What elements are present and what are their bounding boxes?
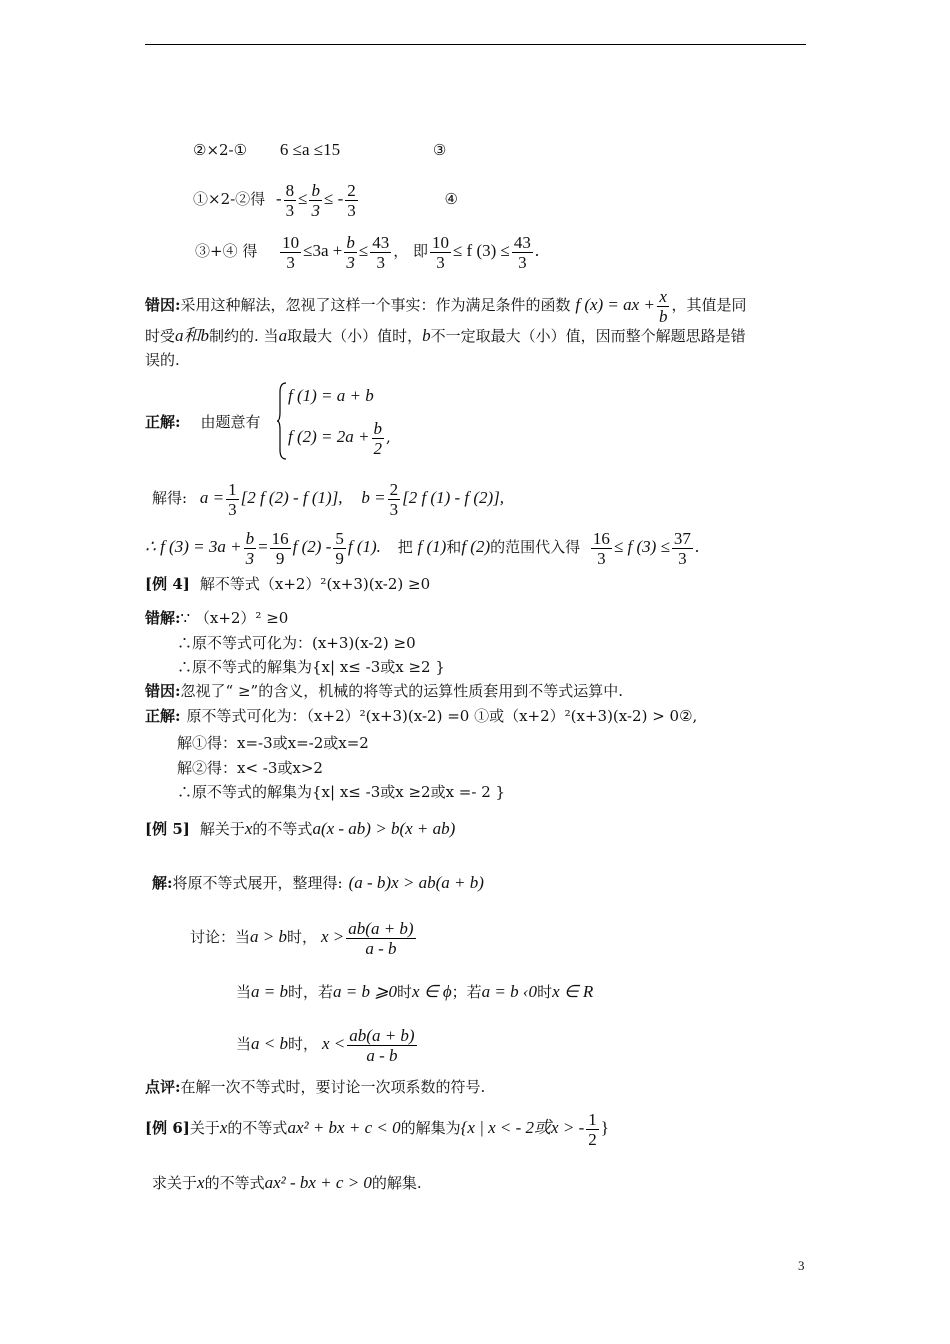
example-4-correct-step-3: ∴原不等式的解集为{x| x≤ -3或x ≥2或x =- 2 } <box>177 783 506 801</box>
system-eq-2: f (2) = 2a + $\frac{b}{2}$ , <box>288 418 391 458</box>
fraction: $\frac{2}{3}$ <box>389 479 399 519</box>
page-number: 3 <box>798 1258 805 1273</box>
fraction: $\frac{2}{3}$ <box>347 180 356 220</box>
step-line-3 <box>193 140 446 160</box>
fraction: $\frac{43}{3}$ <box>513 232 531 272</box>
solution-label-line: 正解: 由题意有 <box>145 413 261 431</box>
example-6-question: 求关于x的不等式ax² - bx + c > 0的解集. <box>152 1173 422 1192</box>
fraction: $\frac{x}{b}$ <box>658 286 668 326</box>
fraction: $\frac{b}{3}$ <box>311 180 320 220</box>
step-line-5: ③+④ 得 $\frac{10}{3}$ ≤3a + $\frac{b}{3}$ ≤ $\frac{43}{3}$ ， 即 $\frac{10}{3}$ ≤ f (3) ≤ $\frac{43}{3}$ . <box>195 232 540 272</box>
example-4-title: [例 4] 解不等式（x+2）²(x+3)(x-2) ≥0 <box>145 575 431 593</box>
fraction: $\frac{b}{3}$ <box>245 528 255 568</box>
fraction: $\frac{16}{9}$ <box>271 528 289 568</box>
example-5-title: [例 5] 解关于x的不等式a(x - ab) > b(x + ab) <box>145 819 456 838</box>
step-line-4: ①×2-②得 - $\frac{8}{3}$ ≤ $\frac{b}{3}$ ≤ - $\frac{2}{3}$ ④ <box>193 180 458 220</box>
fraction: $\frac{1}{2}$ <box>588 1109 597 1149</box>
example-4-step-2: ∴原不等式的解集为{x| x≤ -3或x ≥2 } <box>177 658 445 676</box>
header-rule <box>145 44 806 45</box>
fraction: $\frac{8}{3}$ <box>285 180 295 220</box>
fraction: $\frac{b}{3}$ <box>346 232 355 272</box>
solved-line: 解得: a = $\frac{1}{3}$ [2 f (2) - f (1)], b = $\frac{2}{3}$ [2 f (1) - f (2)], <box>152 479 505 519</box>
fraction: $\frac{5}{9}$ <box>335 528 344 568</box>
cause-label: 错因: <box>145 296 181 314</box>
example-4-wrong-solution: 错解:∵ （x+2）² ≥0 <box>145 609 289 627</box>
example-5-solution: 解:将原不等式展开，整理得: (a - b)x > ab(a + b) <box>152 873 484 892</box>
example-5-comment: 点评:在解一次不等式时，要讨论一次项系数的符号. <box>145 1078 486 1096</box>
fraction: $\frac{1}{3}$ <box>228 479 237 519</box>
step-label: ③+④ 得 <box>195 242 258 260</box>
fraction: $\frac{37}{3}$ <box>673 528 691 568</box>
example-5-case-3: 当a < b时， x < $\frac{ab(a + b)}{a - b}$ <box>236 1025 415 1065</box>
fraction: $\frac{ab(a + b)}{a - b}$ <box>349 1025 415 1065</box>
cause-paragraph-line-1: 错因:采用这种解法，忽视了这样一个事实：作为满足条件的函数 f (x) = ax + $\frac{x}{b}$ ，其值是同 <box>145 286 747 326</box>
equation-tag: ④ <box>444 190 458 208</box>
fraction: $\frac{16}{3}$ <box>592 528 610 568</box>
example-4-correct-step-2: 解②得：x< -3或x>2 <box>177 759 323 777</box>
step-label: ②×2-① <box>193 141 248 159</box>
example-4-correct-step-1: 解①得：x=-3或x=-2或x=2 <box>177 734 369 752</box>
solution-label: 正解: <box>145 413 181 431</box>
fraction: $\frac{b}{2}$ <box>373 418 382 458</box>
left-brace <box>277 382 287 460</box>
example-4-step-1: ∴原不等式可化为：(x+3)(x-2) ≥0 <box>177 634 416 652</box>
therefore-line: ∴ f (3) = 3a + $\frac{b}{3}$ = $\frac{16}{9}$ f (2) - $\frac{5}{9}$ f (1). 把 f (1)和f (2)的范围代入得 $\frac{16}{3}$ ≤ f (3) ≤ $\frac{37}{3}$ . <box>145 528 700 568</box>
example-5-case-2: 当a = b时，若a = b ⩾0时x ∈ ϕ；若a = b ‹0时x ∈ R <box>236 982 594 1001</box>
equation-tag: ③ <box>432 141 447 159</box>
cause-paragraph-line-2: 时受a和b制约的. 当a取最大（小）值时，b不一定取最大（小）值，因而整个解题思路是错 <box>145 326 746 345</box>
example-4-cause: 错因:忽视了“ ≥”的含义，机械的将等式的运算性质套用到不等式运算中. <box>145 682 623 700</box>
cause-paragraph-line-3: 误的. <box>145 351 180 369</box>
example-4-correct: 正解: 原不等式可化为：（x+2）²(x+3)(x-2) =0 ①或（x+2）²(x+3)(x-2) > 0②, <box>145 707 698 725</box>
example-6-title: [例 6]关于x的不等式ax² + bx + c < 0的解集为{x | x < - 2或x > - $\frac{1}{2}$ } <box>145 1109 609 1149</box>
fraction: $\frac{43}{3}$ <box>372 232 390 272</box>
step-label: ①×2-②得 <box>193 190 266 208</box>
fraction: $\frac{10}{3}$ <box>431 232 449 272</box>
example-5-case-1: 讨论：当a > b时， x > $\frac{ab(a + b)}{a - b}$ <box>190 918 414 958</box>
system-eq-1: f (1) = a + b <box>288 386 374 405</box>
fraction: $\frac{ab(a + b)}{a - b}$ <box>348 918 414 958</box>
fraction: $\frac{10}{3}$ <box>282 232 300 272</box>
inequality: 6 ≤a ≤15 <box>279 140 341 159</box>
